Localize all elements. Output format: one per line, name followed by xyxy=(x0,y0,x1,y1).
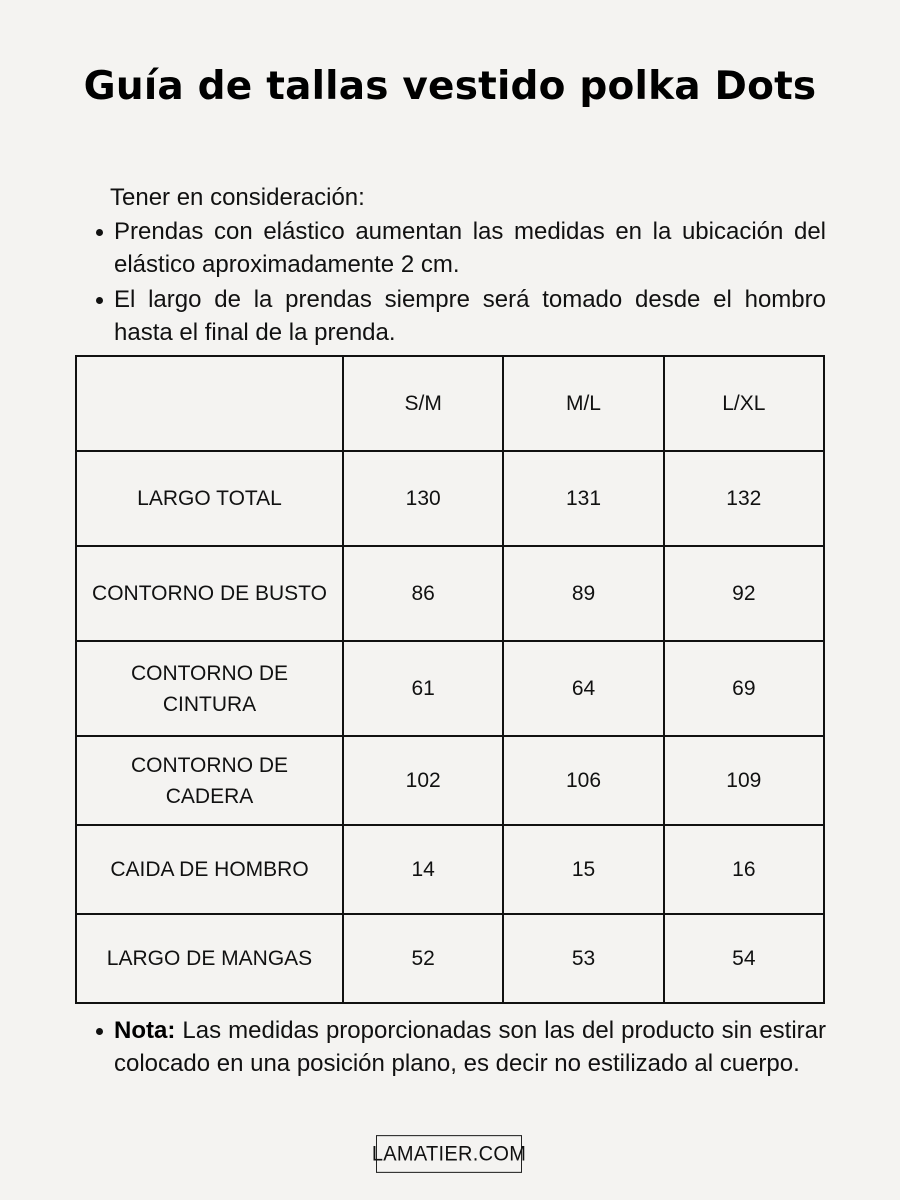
list-item xyxy=(90,283,826,349)
table-cell: 109 xyxy=(664,736,824,825)
table-cell: 89 xyxy=(503,546,663,641)
table-cell: 132 xyxy=(664,451,824,546)
table-row xyxy=(76,451,824,546)
table-cell: 92 xyxy=(664,546,824,641)
brand-badge: LAMATIER.COM xyxy=(376,1135,522,1173)
table-row xyxy=(76,825,824,914)
considerations-list xyxy=(90,215,826,351)
table-row xyxy=(76,641,824,736)
bullet-icon xyxy=(96,229,103,236)
table-cell: 14 xyxy=(343,825,503,914)
table-cell: 64 xyxy=(503,641,663,736)
table-header-row xyxy=(76,356,824,451)
table-cell: 53 xyxy=(503,914,663,1003)
row-label: LARGO TOTAL xyxy=(76,451,343,546)
table-row xyxy=(76,546,824,641)
note-text: Las medidas proporcionadas son las del producto sin estirar colocado en una posición plano, es decir no estilizado al cuerpo. xyxy=(114,1017,826,1077)
table-cell: 52 xyxy=(343,914,503,1003)
list-item xyxy=(90,215,826,281)
table-cell: 130 xyxy=(343,451,503,546)
page-title: Guía de tallas vestido polka Dots xyxy=(83,64,817,109)
bullet-icon xyxy=(96,297,103,304)
row-label: LARGO DE MANGAS xyxy=(76,914,343,1003)
size-table xyxy=(75,355,825,1004)
header-size-ml: M/L xyxy=(503,356,663,451)
row-label: CONTORNO DE CADERA xyxy=(76,736,343,825)
table-cell: 69 xyxy=(664,641,824,736)
table-row xyxy=(76,914,824,1003)
table-corner-cell xyxy=(76,356,343,451)
row-label: CONTORNO DE CINTURA xyxy=(76,641,343,736)
table-cell: 106 xyxy=(503,736,663,825)
header-size-sm: S/M xyxy=(343,356,503,451)
table-cell: 102 xyxy=(343,736,503,825)
intro-text: Tener en consideración: xyxy=(110,184,365,211)
note-list xyxy=(90,1014,826,1082)
list-item-text: El largo de la prendas siempre será tomado desde el hombro hasta el final de la prenda. xyxy=(114,286,826,346)
bullet-icon xyxy=(96,1028,103,1035)
list-item-text: Prendas con elástico aumentan las medidas en la ubicación del elástico aproximadamente 2 cm. xyxy=(114,218,826,278)
table-cell: 16 xyxy=(664,825,824,914)
table-cell: 15 xyxy=(503,825,663,914)
header-size-lxl: L/XL xyxy=(664,356,824,451)
note-item xyxy=(90,1014,826,1080)
table-cell: 131 xyxy=(503,451,663,546)
note-label: Nota: xyxy=(114,1017,176,1044)
table-cell: 54 xyxy=(664,914,824,1003)
table-cell: 61 xyxy=(343,641,503,736)
table-row xyxy=(76,736,824,825)
row-label: CAIDA DE HOMBRO xyxy=(76,825,343,914)
row-label: CONTORNO DE BUSTO xyxy=(76,546,343,641)
table-cell: 86 xyxy=(343,546,503,641)
